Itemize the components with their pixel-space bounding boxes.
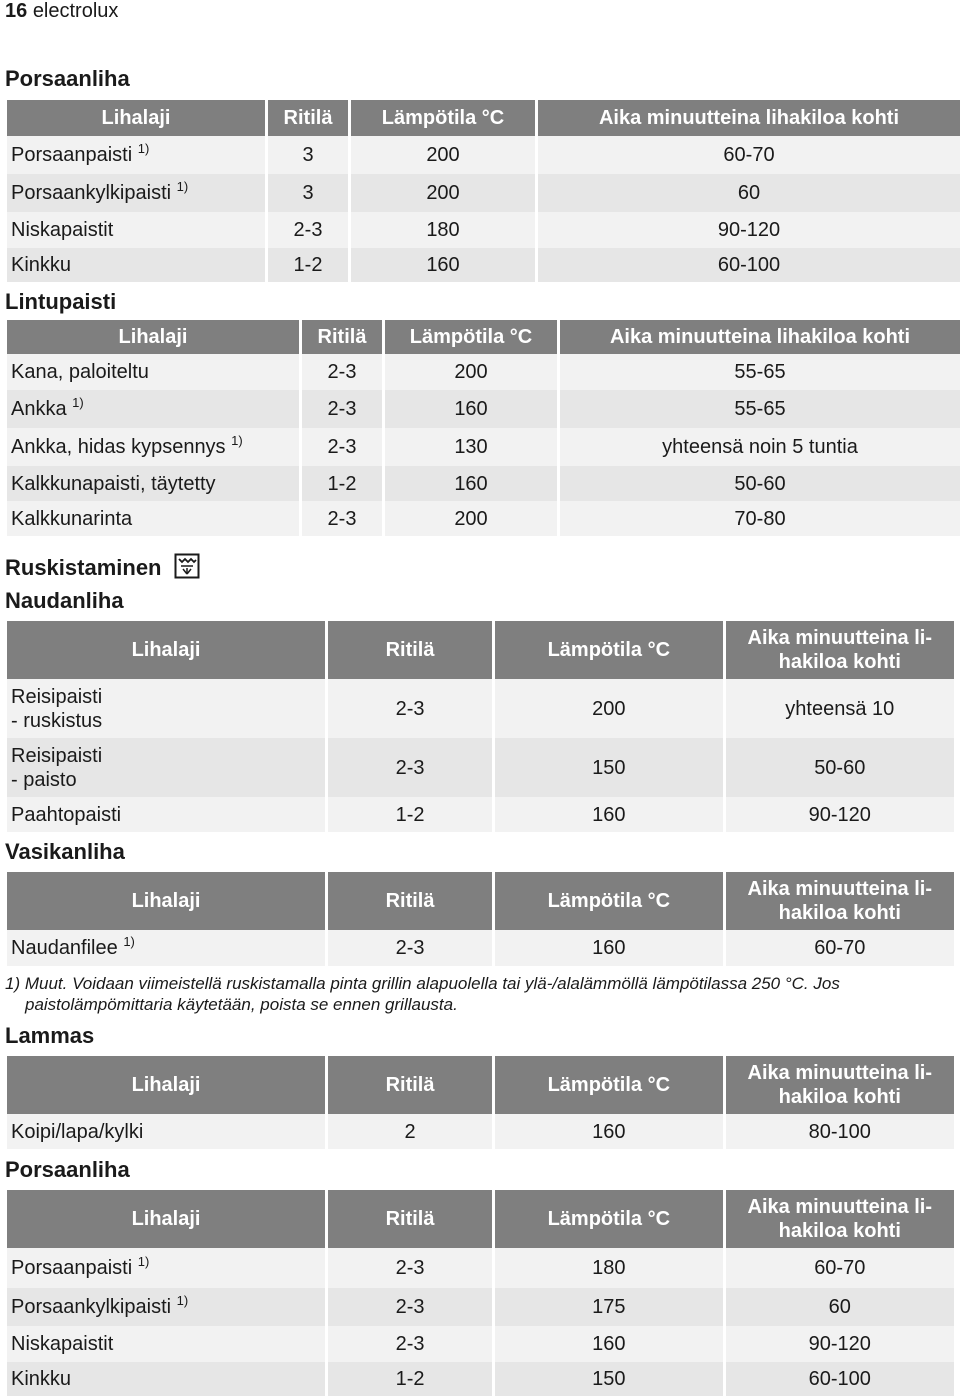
table-row	[7, 390, 960, 428]
header-shelf: Ritilä	[328, 1056, 492, 1114]
temperature-value: 150	[495, 1362, 722, 1396]
footnote-line: paistolämpömittaria käytetään, poista se ennen grillausta.	[25, 995, 458, 1014]
table-row	[7, 354, 960, 390]
pork-table-2	[4, 1190, 957, 1396]
header-time: Aika minuutteina lihakiloa kohti	[538, 100, 960, 136]
meat-name: Koipi/lapa/kylki	[7, 1114, 325, 1149]
meat-name: Niskapaistit	[7, 212, 265, 248]
broil-icon	[174, 553, 200, 585]
temperature-value: 160	[385, 390, 557, 428]
meat-name: Ankka $^{1)}$	[7, 390, 299, 428]
header-shelf: Ritilä	[268, 100, 348, 136]
footnote-line: 1) Muut. Voidaan viimeistellä ruskistamalla pinta grillin alapuolella tai ylä-/alalämmöllä lämpötilassa 250 °C. Jos	[5, 974, 840, 993]
header-temperature: Lämpötila °C	[495, 621, 722, 679]
shelf-value: 2-3	[328, 930, 492, 966]
time-value: 60	[538, 174, 960, 212]
meat-name: Porsaankylkipaisti $^{1)}$	[7, 174, 265, 212]
temperature-value: 160	[495, 1326, 722, 1362]
table-row	[7, 1362, 954, 1396]
section-title-pork-2: Porsaanliha	[5, 1157, 130, 1182]
meat-name: Kinkku	[7, 248, 265, 282]
shelf-value: 1-2	[302, 466, 382, 501]
brand-name: electrolux	[32, 0, 119, 22]
meat-name: Paahtopaisti	[7, 797, 325, 832]
section-title-veal: Vasikanliha	[5, 839, 125, 864]
header-meat-type: Lihalaji	[7, 1190, 325, 1248]
poultry-table	[4, 320, 960, 536]
header-temperature: Lämpötila °C	[495, 1056, 722, 1114]
temperature-value: 130	[385, 428, 557, 466]
shelf-value: 2-3	[328, 1326, 492, 1362]
header-temperature: Lämpötila °C	[351, 100, 535, 136]
shelf-value: 2-3	[302, 354, 382, 390]
temperature-value: 160	[351, 248, 535, 282]
shelf-value: 1-2	[328, 1362, 492, 1396]
header-time: Aika minuutteina li- hakiloa kohti	[726, 1190, 954, 1248]
temperature-value: 180	[351, 212, 535, 248]
temperature-value: 160	[495, 797, 722, 832]
temperature-value: 200	[351, 136, 535, 174]
header-temperature: Lämpötila °C	[385, 320, 557, 354]
table-row	[7, 797, 954, 832]
meat-name: Porsaanpaisti $^{1)}$	[7, 136, 265, 174]
shelf-value: 2-3	[268, 212, 348, 248]
table-row	[7, 466, 960, 501]
section-title-pork: Porsaanliha	[5, 66, 130, 91]
time-value: 60-70	[538, 136, 960, 174]
shelf-value: 3	[268, 136, 348, 174]
shelf-value: 2-3	[302, 428, 382, 466]
header-temperature: Lämpötila °C	[495, 872, 722, 930]
meat-name: Reisipaisti - ruskistus	[7, 679, 325, 738]
meat-name: Kalkkunarinta	[7, 501, 299, 536]
header-time: Aika minuutteina li- hakiloa kohti	[726, 872, 954, 930]
time-value: 90-120	[726, 1326, 954, 1362]
page-header	[5, 0, 118, 22]
table-row	[7, 1288, 954, 1326]
shelf-value: 2-3	[328, 679, 492, 738]
header-meat-type: Lihalaji	[7, 320, 299, 354]
time-value: 90-120	[726, 797, 954, 832]
meat-name: Kana, paloiteltu	[7, 354, 299, 390]
time-value: 60-100	[538, 248, 960, 282]
time-value: 55-65	[560, 354, 960, 390]
time-value: 60-70	[726, 930, 954, 966]
header-temperature: Lämpötila °C	[495, 1190, 722, 1248]
table-row	[7, 501, 960, 536]
meat-name: Porsaanpaisti $^{1)}$	[7, 1248, 325, 1288]
footnote-ref: 1)	[123, 934, 135, 949]
header-shelf: Ritilä	[328, 1190, 492, 1248]
temperature-value: 160	[495, 930, 722, 966]
footnote-ref: 1)	[72, 395, 84, 410]
meat-name: Niskapaistit	[7, 1326, 325, 1362]
table-row	[7, 248, 960, 282]
page-number: 16	[5, 0, 28, 22]
meat-name: Kinkku	[7, 1362, 325, 1396]
temperature-value: 180	[495, 1248, 722, 1288]
table-row	[7, 930, 954, 966]
header-time: Aika minuutteina lihakiloa kohti	[560, 320, 960, 354]
time-value: 60	[726, 1288, 954, 1326]
meat-name: Naudanfilee $^{1)}$	[7, 930, 325, 966]
shelf-value: 1-2	[268, 248, 348, 282]
temperature-value: 160	[385, 466, 557, 501]
table-row	[7, 428, 960, 466]
footnote	[5, 973, 945, 1015]
shelf-value: 2-3	[302, 501, 382, 536]
shelf-value: 2-3	[328, 738, 492, 797]
time-value: 50-60	[726, 738, 954, 797]
time-value: 50-60	[560, 466, 960, 501]
section-title-beef: Naudanliha	[5, 588, 124, 613]
header-meat-type: Lihalaji	[7, 1056, 325, 1114]
time-value: 80-100	[726, 1114, 954, 1149]
meat-name: Ankka, hidas kypsennys $^{1)}$	[7, 428, 299, 466]
time-value: yhteensä 10	[726, 679, 954, 738]
header-time: Aika minuutteina li- hakiloa kohti	[726, 1056, 954, 1114]
temperature-value: 200	[351, 174, 535, 212]
footnote-ref: 1)	[231, 433, 243, 448]
meat-name: Kalkkunapaisti, täytetty	[7, 466, 299, 501]
time-value: 60-100	[726, 1362, 954, 1396]
temperature-value: 150	[495, 738, 722, 797]
table-row	[7, 679, 954, 738]
header-meat-type: Lihalaji	[7, 100, 265, 136]
temperature-value: 175	[495, 1288, 722, 1326]
lamb-table	[4, 1056, 957, 1149]
table-row	[7, 212, 960, 248]
table-row	[7, 738, 954, 797]
header-shelf: Ritilä	[328, 621, 492, 679]
time-value: 60-70	[726, 1248, 954, 1288]
shelf-value: 2	[328, 1114, 492, 1149]
table-row	[7, 1248, 954, 1288]
shelf-value: 1-2	[328, 797, 492, 832]
time-value: yhteensä noin 5 tuntia	[560, 428, 960, 466]
header-time: Aika minuutteina li- hakiloa kohti	[726, 621, 954, 679]
table-row	[7, 1326, 954, 1362]
shelf-value: 2-3	[302, 390, 382, 428]
time-value: 70-80	[560, 501, 960, 536]
header-meat-type: Lihalaji	[7, 621, 325, 679]
pork-roast-table	[4, 100, 960, 282]
temperature-value: 160	[495, 1114, 722, 1149]
table-row	[7, 1114, 954, 1149]
section-title-browning: Ruskistaminen	[5, 553, 200, 585]
time-value: 55-65	[560, 390, 960, 428]
footnote-ref: 1)	[176, 1293, 189, 1308]
footnote-ref: 1)	[137, 141, 150, 156]
temperature-value: 200	[385, 501, 557, 536]
shelf-value: 2-3	[328, 1288, 492, 1326]
shelf-value: 2-3	[328, 1248, 492, 1288]
time-value: 90-120	[538, 212, 960, 248]
table-row	[7, 174, 960, 212]
footnote-ref: 1)	[176, 179, 189, 194]
header-meat-type: Lihalaji	[7, 872, 325, 930]
meat-name: Reisipaisti - paisto	[7, 738, 325, 797]
header-shelf: Ritilä	[328, 872, 492, 930]
section-title-poultry: Lintupaisti	[5, 289, 117, 314]
temperature-value: 200	[495, 679, 722, 738]
shelf-value: 3	[268, 174, 348, 212]
meat-name: Porsaankylkipaisti $^{1)}$	[7, 1288, 325, 1326]
section-title-lamb: Lammas	[5, 1023, 95, 1048]
table-row	[7, 136, 960, 174]
footnote-ref: 1)	[137, 1254, 150, 1269]
veal-table	[4, 872, 957, 966]
temperature-value: 200	[385, 354, 557, 390]
beef-table	[4, 621, 957, 832]
header-shelf: Ritilä	[302, 320, 382, 354]
